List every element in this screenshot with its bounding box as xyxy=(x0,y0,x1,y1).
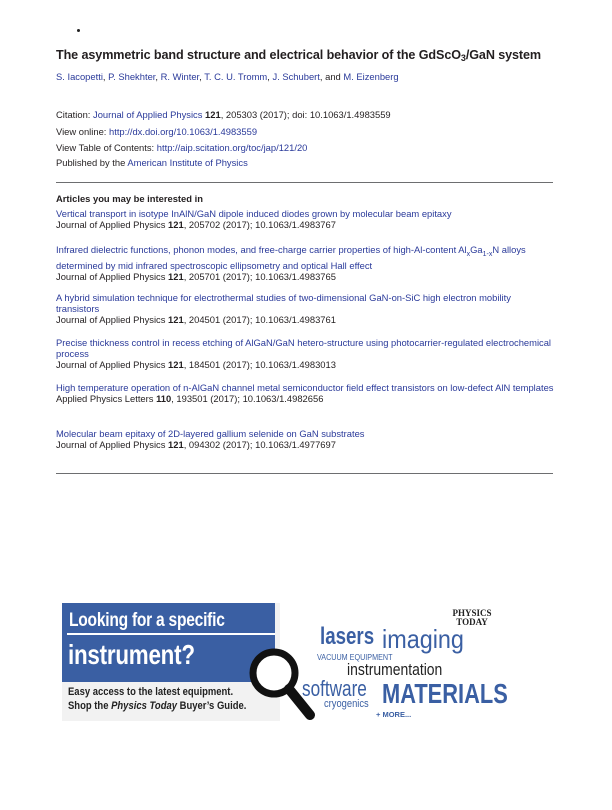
article-reference: Journal of Applied Physics 121, 205702 (2017); 10.1063/1.4983767 xyxy=(56,219,336,230)
toc-link[interactable]: http://aip.scitation.org/toc/jap/121/20 xyxy=(156,142,308,153)
article-reference: Journal of Applied Physics 121, 205701 (2017); 10.1063/1.4983765 xyxy=(56,270,336,282)
author-link[interactable]: M. Eizenberg xyxy=(343,71,399,82)
ad-keyword-vacuum: VACUUM EQUIPMENT xyxy=(317,653,393,662)
author-link[interactable]: P. Shekhter xyxy=(108,71,156,82)
citation-line: Citation: Journal of Applied Physics 121, 205303 (2017); doi: 10.1063/1.4983559 xyxy=(56,109,391,120)
ad-divider xyxy=(67,633,275,635)
volume-number: 121 xyxy=(205,109,221,120)
article-title-link[interactable]: Molecular beam epitaxy of 2D-layered gallium selenide on GaN substrates xyxy=(56,428,365,439)
article-title-link[interactable]: Vertical transport in isotype InAlN/GaN dipole induced diodes grown by molecular beam epitaxy xyxy=(56,208,452,219)
ad-keyword-instrumentation: instrumentation xyxy=(347,660,443,679)
publisher-link[interactable]: American Institute of Physics xyxy=(127,157,248,168)
ad-headline-line2: instrument? xyxy=(68,639,195,670)
table-of-contents-line: View Table of Contents: http://aip.scitation.org/toc/jap/121/20 xyxy=(56,142,308,153)
author-link[interactable]: J. Schubert xyxy=(272,71,320,82)
related-article xyxy=(56,292,556,325)
divider xyxy=(56,182,553,183)
author-list: S. Iacopetti, P. Shekhter, R. Winter, T. C. U. Tromm, J. Schubert, and M. Eizenberg xyxy=(56,71,399,82)
divider xyxy=(56,473,553,474)
author-link[interactable]: T. C. U. Tromm xyxy=(204,71,268,82)
journal-link[interactable]: Journal of Applied Physics xyxy=(93,109,203,120)
ad-keyword-imaging: imaging xyxy=(382,624,464,654)
physics-today-advertisement[interactable] xyxy=(62,603,508,721)
related-article xyxy=(56,428,556,450)
article-title-link[interactable]: High temperature operation of n-AlGaN channel metal semiconductor field effect transistors on low-defect AlN templates xyxy=(56,382,554,393)
decorative-dot xyxy=(77,29,80,32)
related-article xyxy=(56,244,556,282)
article-reference: Journal of Applied Physics 121, 184501 (2017); 10.1063/1.4983013 xyxy=(56,359,336,370)
doi-link[interactable]: http://dx.doi.org/10.1063/1.4983559 xyxy=(109,126,258,137)
related-article xyxy=(56,337,556,370)
ad-headline-line1: Looking for a specific xyxy=(69,610,225,631)
paper-title: The asymmetric band structure and electrical behavior of the GdScO$_3$/GaN system xyxy=(56,48,542,63)
author-link[interactable]: R. Winter xyxy=(160,71,200,82)
ad-keyword-materials: MATERIALS xyxy=(382,678,508,709)
ad-keyword-software: software xyxy=(302,676,367,701)
ad-subline2: Shop the Physics Today Buyer’s Guide. xyxy=(68,700,247,712)
related-article xyxy=(56,208,556,230)
publisher-line: Published by the American Institute of Physics xyxy=(56,157,248,168)
ad-keyword-cryogenics: cryogenics xyxy=(324,698,369,710)
article-reference: Journal of Applied Physics 121, 094302 (2017); 10.1063/1.4977697 xyxy=(56,439,336,450)
article-title-link[interactable]: Precise thickness control in recess etching of AlGaN/GaN hetero-structure using photocarrier-regulated electrochemical process xyxy=(56,337,552,359)
ad-keyword-lasers: lasers xyxy=(320,623,375,650)
related-articles-heading: Articles you may be interested in xyxy=(56,193,203,204)
view-online-line: View online: http://dx.doi.org/10.1063/1.4983559 xyxy=(56,126,258,137)
physics-today-logo: PHYSICS TODAY xyxy=(452,608,492,627)
related-article xyxy=(56,382,556,404)
author-link[interactable]: S. Iacopetti xyxy=(56,71,103,82)
article-title-link[interactable]: A hybrid simulation technique for electrothermal studies of two-dimensional GaN-on-SiC high electron mobility transistors xyxy=(56,292,511,314)
article-reference: Applied Physics Letters 110, 193501 (2017); 10.1063/1.4982656 xyxy=(56,393,324,404)
ad-keyword-more: + MORE... xyxy=(376,710,412,719)
article-title-link[interactable]: Infrared dielectric functions, phonon modes, and free-charge carrier properties of high-Al-content $Al_xGa_{1-x}N$ alloys determined by mid infrared spectroscopic ellipsometry and optical Hall effect xyxy=(56,244,526,271)
ad-subline1: Easy access to the latest equipment. xyxy=(68,686,234,698)
article-reference: Journal of Applied Physics 121, 204501 (2017); 10.1063/1.4983761 xyxy=(56,314,336,325)
